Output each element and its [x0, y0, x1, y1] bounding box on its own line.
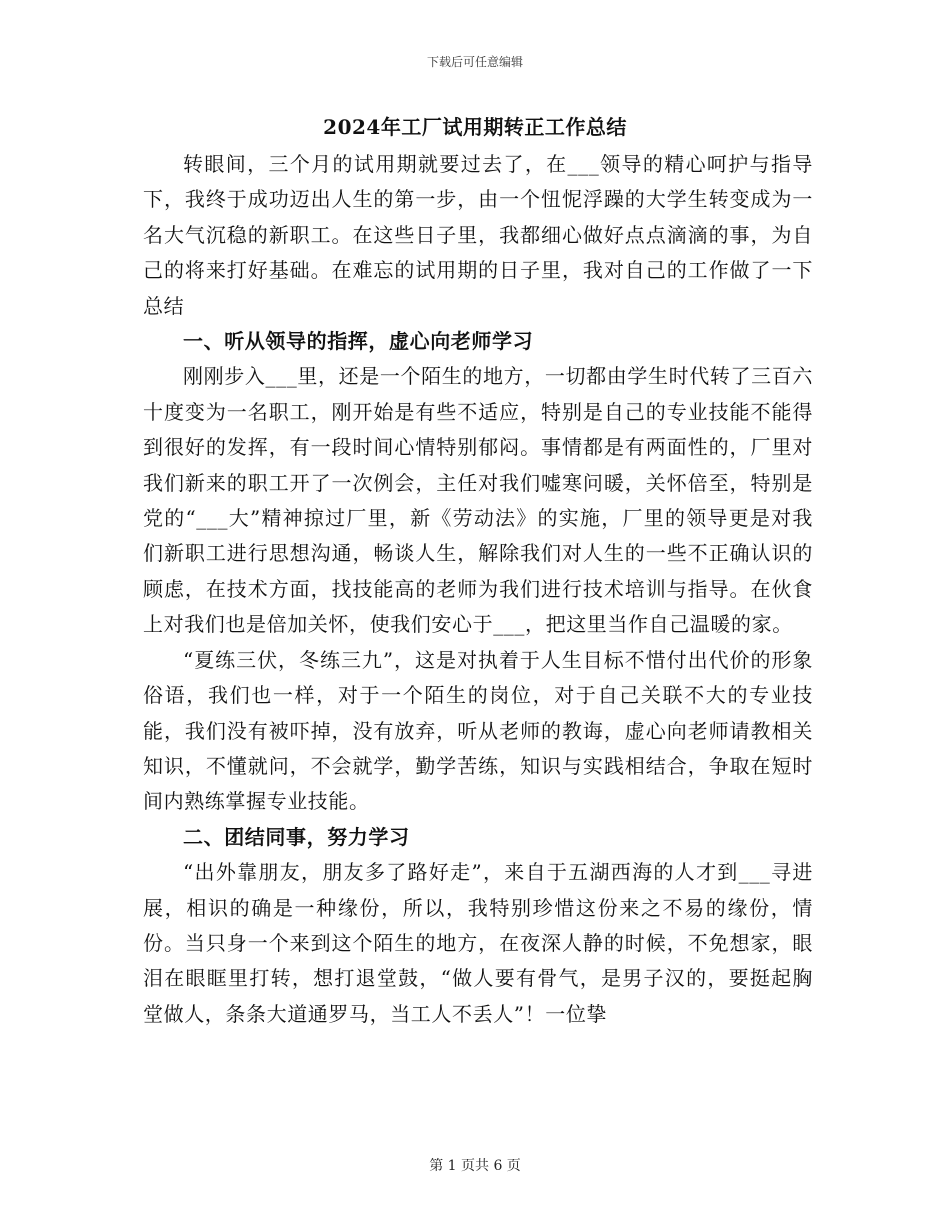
paragraph-section2-a: “出外靠朋友，朋友多了路好走”，来自于五湖西海的人才到___寻进展，相识的确是一种缘份，所以，我特别珍惜这份来之不易的缘份，情份。当只身一个来到这个陌生的地方，在夜深人静的时候，不免想家，眼泪在眼眶里打转，想打退堂鼓，“做人要有骨气，是男子汉的，要挺起胸堂做人，条条大道通罗马，当工人不丢人”！一位挚	[143, 860, 813, 1026]
document-body	[143, 147, 813, 1032]
header-note: 下载后可任意编辑	[426, 55, 523, 69]
document-title: 2024年工厂试用期转正工作总结	[323, 115, 627, 139]
paragraph-section1-b: “夏练三伏，冬练三九”，这是对执着于人生目标不惜付出代价的形象俗语，我们也一样，对于一个陌生的岗位，对于自己关联不大的专业技能，我们没有被吓掉，没有放弃，听从老师的教诲，虚心向老师请教相关知识，不懂就问，不会就学，勤学苦练，知识与实践相结合，争取在短时间内熟练掌握专业技能。	[143, 647, 813, 814]
paragraph-section1-a: 刚刚步入___里，还是一个陌生的地方，一切都由学生时代转了三百六十度变为一名职工，刚开始是有些不适应，特别是自己的专业技能不能得到很好的发挥，有一段时间心情特别郁闷。事情都是有两面性的，厂里对我们新来的职工开了一次例会，主任对我们嘘寒问暖，关怀倍至，特别是党的“___大”精神掠过厂里，新《劳动法》的实施，厂里的领导更是对我们新职工进行思想沟通，畅谈人生，解除我们对人生的一些不正确认识的顾虑，在技术方面，找技能高的老师为我们进行技术培训与指导。在伙食上对我们也是倍加关怀，使我们安心于___，把这里当作自己温暖的家。	[143, 364, 813, 637]
paragraph-intro: 转眼间，三个月的试用期就要过去了，在___领导的精心呵护与指导下，我终于成功迈出人生的第一步，由一个忸怩浮躁的大学生转变成为一名大气沉稳的新职工。在这些日子里，我都细心做好点点滴滴的事，为自己的将来打好基础。在难忘的试用期的日子里，我对自己的工作做了一下总结	[143, 152, 813, 318]
section-heading-1: 一、听从领导的指挥，虚心向老师学习	[183, 329, 534, 354]
page-number-footer: 第 1 页共 6 页	[429, 1158, 521, 1174]
section-heading-2: 二、团结同事，努力学习	[183, 824, 410, 849]
